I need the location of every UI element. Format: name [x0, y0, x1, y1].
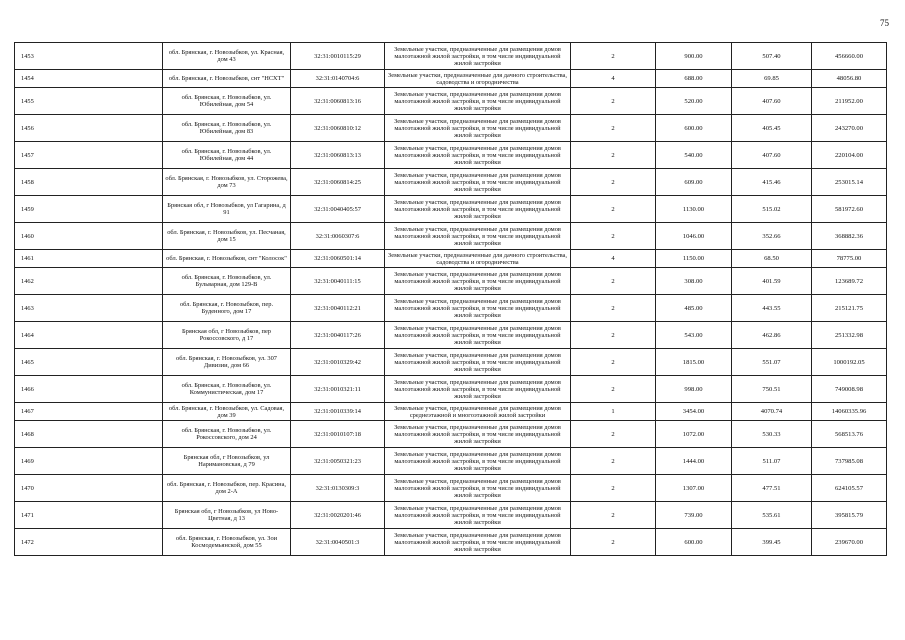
land-use-cell: Земельные участки, предназначенные для размещения домов малоэтажной жилой застройки, в том числе индивидуальной жилой застройки [385, 421, 571, 448]
area-cell: 3454.00 [656, 403, 732, 421]
price-per-unit-cell: 407.60 [732, 142, 812, 169]
table-row [15, 70, 887, 88]
price-per-unit-cell: 399.45 [732, 529, 812, 556]
address-cell: обл. Брянская, г. Новозыбков, ул. Зои Космодемьянской, дом 55 [163, 529, 291, 556]
row-number-cell: 1465 [15, 349, 163, 376]
cadastral-number-cell: 32:31:0010339:14 [291, 403, 385, 421]
address-cell: обл. Брянская, г. Новозыбков, ул. Юбилейная, дом 83 [163, 115, 291, 142]
cadastral-number-cell: 32:31:0040111:15 [291, 268, 385, 295]
address-cell: обл. Брянская, г. Новозыбков, ул. Красная, дом 43 [163, 43, 291, 70]
row-number-cell: 1456 [15, 115, 163, 142]
table-row [15, 250, 887, 268]
table-row [15, 115, 887, 142]
row-number-cell: 1468 [15, 421, 163, 448]
row-number-cell: 1467 [15, 403, 163, 421]
cadastral-value-cell: 239670.00 [812, 529, 887, 556]
area-cell: 1307.00 [656, 475, 732, 502]
cadastral-value-cell: 395815.79 [812, 502, 887, 529]
land-use-cell: Земельные участки, предназначенные для размещения домов малоэтажной жилой застройки, в том числе индивидуальной жилой застройки [385, 322, 571, 349]
land-use-cell: Земельные участки, предназначенные для размещения домов среднеэтажной и многоэтажной жилой застройки [385, 403, 571, 421]
page-number: 75 [880, 18, 889, 28]
cadastral-value-cell: 1000192.05 [812, 349, 887, 376]
cadastral-value-cell: 456660.00 [812, 43, 887, 70]
table-row [15, 169, 887, 196]
price-per-unit-cell: 69.85 [732, 70, 812, 88]
row-number-cell: 1462 [15, 268, 163, 295]
row-number-cell: 1454 [15, 70, 163, 88]
group-cell: 2 [571, 475, 656, 502]
cadastral-number-cell: 32:31:0060810:12 [291, 115, 385, 142]
row-number-cell: 1469 [15, 448, 163, 475]
group-cell: 2 [571, 529, 656, 556]
row-number-cell: 1466 [15, 376, 163, 403]
group-cell: 4 [571, 70, 656, 88]
address-cell: обл. Брянская, г. Новозыбков, пер. Красина, дом 2-А [163, 475, 291, 502]
area-cell: 1072.00 [656, 421, 732, 448]
area-cell: 1150.00 [656, 250, 732, 268]
table-body [15, 43, 887, 556]
table-row [15, 502, 887, 529]
cadastral-number-cell: 32:31:0010107:18 [291, 421, 385, 448]
land-use-cell: Земельные участки, предназначенные для размещения домов малоэтажной жилой застройки, в том числе индивидуальной жилой застройки [385, 448, 571, 475]
address-cell: Брянская обл, г Новозыбков, пер Рокоссовского, д 17 [163, 322, 291, 349]
land-use-cell: Земельные участки, предназначенные для размещения домов малоэтажной жилой застройки, в том числе индивидуальной жилой застройки [385, 376, 571, 403]
cadastral-number-cell: 32:31:0140704:6 [291, 70, 385, 88]
cadastral-number-cell: 32:31:0010321:11 [291, 376, 385, 403]
table-row [15, 88, 887, 115]
cadastral-value-cell: 123689.72 [812, 268, 887, 295]
cadastral-value-cell: 243270.00 [812, 115, 887, 142]
land-use-cell: Земельные участки, предназначенные для размещения домов малоэтажной жилой застройки, в том числе индивидуальной жилой застройки [385, 223, 571, 250]
cadastral-number-cell: 32:31:0050321:23 [291, 448, 385, 475]
area-cell: 609.00 [656, 169, 732, 196]
table-row [15, 196, 887, 223]
area-cell: 1444.00 [656, 448, 732, 475]
cadastral-value-cell: 624105.57 [812, 475, 887, 502]
price-per-unit-cell: 405.45 [732, 115, 812, 142]
address-cell: Брянская обл, г Новозыбков, ул Наримановская, д 79 [163, 448, 291, 475]
area-cell: 600.00 [656, 115, 732, 142]
table-row [15, 376, 887, 403]
price-per-unit-cell: 477.51 [732, 475, 812, 502]
price-per-unit-cell: 507.40 [732, 43, 812, 70]
area-cell: 308.00 [656, 268, 732, 295]
land-use-cell: Земельные участки, предназначенные для размещения домов малоэтажной жилой застройки, в том числе индивидуальной жилой застройки [385, 268, 571, 295]
table-row [15, 529, 887, 556]
area-cell: 540.00 [656, 142, 732, 169]
price-per-unit-cell: 551.07 [732, 349, 812, 376]
address-cell: обл. Брянская, г. Новозыбков, ул. Коммунистическая, дом 17 [163, 376, 291, 403]
address-cell: обл. Брянская, г. Новозыбков, ул. Рокоссовского, дом 24 [163, 421, 291, 448]
price-per-unit-cell: 4070.74 [732, 403, 812, 421]
cadastral-value-cell: 581972.60 [812, 196, 887, 223]
land-use-cell: Земельные участки, предназначенные для размещения домов малоэтажной жилой застройки, в том числе индивидуальной жилой застройки [385, 115, 571, 142]
address-cell: обл. Брянская, г. Новозыбков, пер. Буденного, дом 17 [163, 295, 291, 322]
cadastral-value-cell: 78775.00 [812, 250, 887, 268]
price-per-unit-cell: 530.33 [732, 421, 812, 448]
price-per-unit-cell: 68.50 [732, 250, 812, 268]
group-cell: 1 [571, 403, 656, 421]
price-per-unit-cell: 352.66 [732, 223, 812, 250]
group-cell: 2 [571, 322, 656, 349]
area-cell: 998.00 [656, 376, 732, 403]
table-row [15, 295, 887, 322]
row-number-cell: 1458 [15, 169, 163, 196]
cadastral-number-cell: 32:31:0040117:26 [291, 322, 385, 349]
group-cell: 2 [571, 268, 656, 295]
address-cell: обл. Брянская, г. Новозыбков, снт "Колосок" [163, 250, 291, 268]
cadastral-number-cell: 32:31:0060501:14 [291, 250, 385, 268]
area-cell: 520.00 [656, 88, 732, 115]
price-per-unit-cell: 511.07 [732, 448, 812, 475]
land-use-cell: Земельные участки, предназначенные для размещения домов малоэтажной жилой застройки, в том числе индивидуальной жилой застройки [385, 88, 571, 115]
row-number-cell: 1455 [15, 88, 163, 115]
area-cell: 1046.00 [656, 223, 732, 250]
group-cell: 2 [571, 169, 656, 196]
area-cell: 739.00 [656, 502, 732, 529]
address-cell: обл. Брянская, г. Новозыбков, ул. Сторожева, дом 73 [163, 169, 291, 196]
row-number-cell: 1453 [15, 43, 163, 70]
land-use-cell: Земельные участки, предназначенные для размещения домов малоэтажной жилой застройки, в том числе индивидуальной жилой застройки [385, 43, 571, 70]
price-per-unit-cell: 515.02 [732, 196, 812, 223]
row-number-cell: 1457 [15, 142, 163, 169]
land-use-cell: Земельные участки, предназначенные для размещения домов малоэтажной жилой застройки, в том числе индивидуальной жилой застройки [385, 349, 571, 376]
cadastral-number-cell: 32:31:0010329:42 [291, 349, 385, 376]
cadastral-number-cell: 32:31:0060814:25 [291, 169, 385, 196]
land-use-cell: Земельные участки, предназначенные для размещения домов малоэтажной жилой застройки, в том числе индивидуальной жилой застройки [385, 475, 571, 502]
row-number-cell: 1472 [15, 529, 163, 556]
row-number-cell: 1470 [15, 475, 163, 502]
price-per-unit-cell: 462.86 [732, 322, 812, 349]
row-number-cell: 1461 [15, 250, 163, 268]
price-per-unit-cell: 401.59 [732, 268, 812, 295]
group-cell: 2 [571, 43, 656, 70]
address-cell: обл. Брянская, г. Новозыбков, ул. Бульварная, дом 129-В [163, 268, 291, 295]
cadastral-number-cell: 32:31:0010115:29 [291, 43, 385, 70]
table-row [15, 223, 887, 250]
row-number-cell: 1463 [15, 295, 163, 322]
cadastral-number-cell: 32:31:0020201:46 [291, 502, 385, 529]
address-cell: обл. Брянская, г. Новозыбков, снт "НСХТ" [163, 70, 291, 88]
cadastral-value-cell: 253015.14 [812, 169, 887, 196]
cadastral-value-cell: 568513.76 [812, 421, 887, 448]
group-cell: 2 [571, 115, 656, 142]
row-number-cell: 1459 [15, 196, 163, 223]
land-use-cell: Земельные участки, предназначенные для размещения домов малоэтажной жилой застройки, в том числе индивидуальной жилой застройки [385, 529, 571, 556]
group-cell: 2 [571, 349, 656, 376]
area-cell: 543.00 [656, 322, 732, 349]
area-cell: 485.00 [656, 295, 732, 322]
address-cell: обл. Брянская, г. Новозыбков, ул. Песчаная, дом 15 [163, 223, 291, 250]
price-per-unit-cell: 443.55 [732, 295, 812, 322]
table-row [15, 475, 887, 502]
group-cell: 2 [571, 502, 656, 529]
area-cell: 1815.00 [656, 349, 732, 376]
table-row [15, 142, 887, 169]
price-per-unit-cell: 407.60 [732, 88, 812, 115]
group-cell: 2 [571, 295, 656, 322]
land-use-cell: Земельные участки, предназначенные для дачного строительства, садоводства и огородничества [385, 70, 571, 88]
address-cell: обл. Брянская, г. Новозыбков, ул. Садовая, дом 39 [163, 403, 291, 421]
cadastral-number-cell: 32:31:0040112:21 [291, 295, 385, 322]
address-cell: обл. Брянская, г. Новозыбков, ул. Юбилейная, дом 44 [163, 142, 291, 169]
cadastral-number-cell: 32:31:0040501:3 [291, 529, 385, 556]
land-use-cell: Земельные участки, предназначенные для размещения домов малоэтажной жилой застройки, в том числе индивидуальной жилой застройки [385, 502, 571, 529]
group-cell: 4 [571, 250, 656, 268]
cadastral-value-cell: 215121.75 [812, 295, 887, 322]
row-number-cell: 1464 [15, 322, 163, 349]
group-cell: 2 [571, 223, 656, 250]
cadastral-value-cell: 14060335.96 [812, 403, 887, 421]
row-number-cell: 1460 [15, 223, 163, 250]
table-row [15, 421, 887, 448]
cadastral-value-cell: 48056.80 [812, 70, 887, 88]
cadastral-value-cell: 211952.00 [812, 88, 887, 115]
table-row [15, 448, 887, 475]
cadastral-value-cell: 737985.08 [812, 448, 887, 475]
land-use-cell: Земельные участки, предназначенные для размещения домов малоэтажной жилой застройки, в том числе индивидуальной жилой застройки [385, 169, 571, 196]
address-cell: Брянская обл, г Новозыбков, ул Ново-Цветная, д 13 [163, 502, 291, 529]
table-row [15, 322, 887, 349]
area-cell: 1130.00 [656, 196, 732, 223]
table-row [15, 268, 887, 295]
price-per-unit-cell: 750.51 [732, 376, 812, 403]
land-use-cell: Земельные участки, предназначенные для размещения домов малоэтажной жилой застройки, в том числе индивидуальной жилой застройки [385, 142, 571, 169]
cadastral-number-cell: 32:31:0060813:13 [291, 142, 385, 169]
table-row [15, 403, 887, 421]
cadastral-value-cell: 368882.36 [812, 223, 887, 250]
cadastral-number-cell: 32:31:0060813:16 [291, 88, 385, 115]
land-use-cell: Земельные участки, предназначенные для размещения домов малоэтажной жилой застройки, в том числе индивидуальной жилой застройки [385, 295, 571, 322]
land-use-cell: Земельные участки, предназначенные для размещения домов малоэтажной жилой застройки, в том числе индивидуальной жилой застройки [385, 196, 571, 223]
row-number-cell: 1471 [15, 502, 163, 529]
table-row [15, 349, 887, 376]
address-cell: обл. Брянская, г. Новозыбков, ул. Юбилейная, дом 54 [163, 88, 291, 115]
cadastral-value-cell: 251332.98 [812, 322, 887, 349]
cadastral-value-cell: 220104.00 [812, 142, 887, 169]
cadastral-value-cell: 749008.98 [812, 376, 887, 403]
area-cell: 688.00 [656, 70, 732, 88]
price-per-unit-cell: 535.61 [732, 502, 812, 529]
group-cell: 2 [571, 88, 656, 115]
area-cell: 900.00 [656, 43, 732, 70]
price-per-unit-cell: 415.46 [732, 169, 812, 196]
cadastral-number-cell: 32:31:0060307:6 [291, 223, 385, 250]
group-cell: 2 [571, 142, 656, 169]
cadastral-number-cell: 32:31:0130309:3 [291, 475, 385, 502]
cadastral-number-cell: 32:31:0040405:57 [291, 196, 385, 223]
address-cell: Брянская обл, г Новозыбков, ул Гагарина, д 91 [163, 196, 291, 223]
land-use-cell: Земельные участки, предназначенные для дачного строительства, садоводства и огородничества [385, 250, 571, 268]
table-row [15, 43, 887, 70]
address-cell: обл. Брянская, г. Новозыбков, ул. 307 Дивизии, дом 66 [163, 349, 291, 376]
group-cell: 2 [571, 376, 656, 403]
land-registry-table [14, 42, 887, 556]
group-cell: 2 [571, 448, 656, 475]
group-cell: 2 [571, 196, 656, 223]
group-cell: 2 [571, 421, 656, 448]
area-cell: 600.00 [656, 529, 732, 556]
